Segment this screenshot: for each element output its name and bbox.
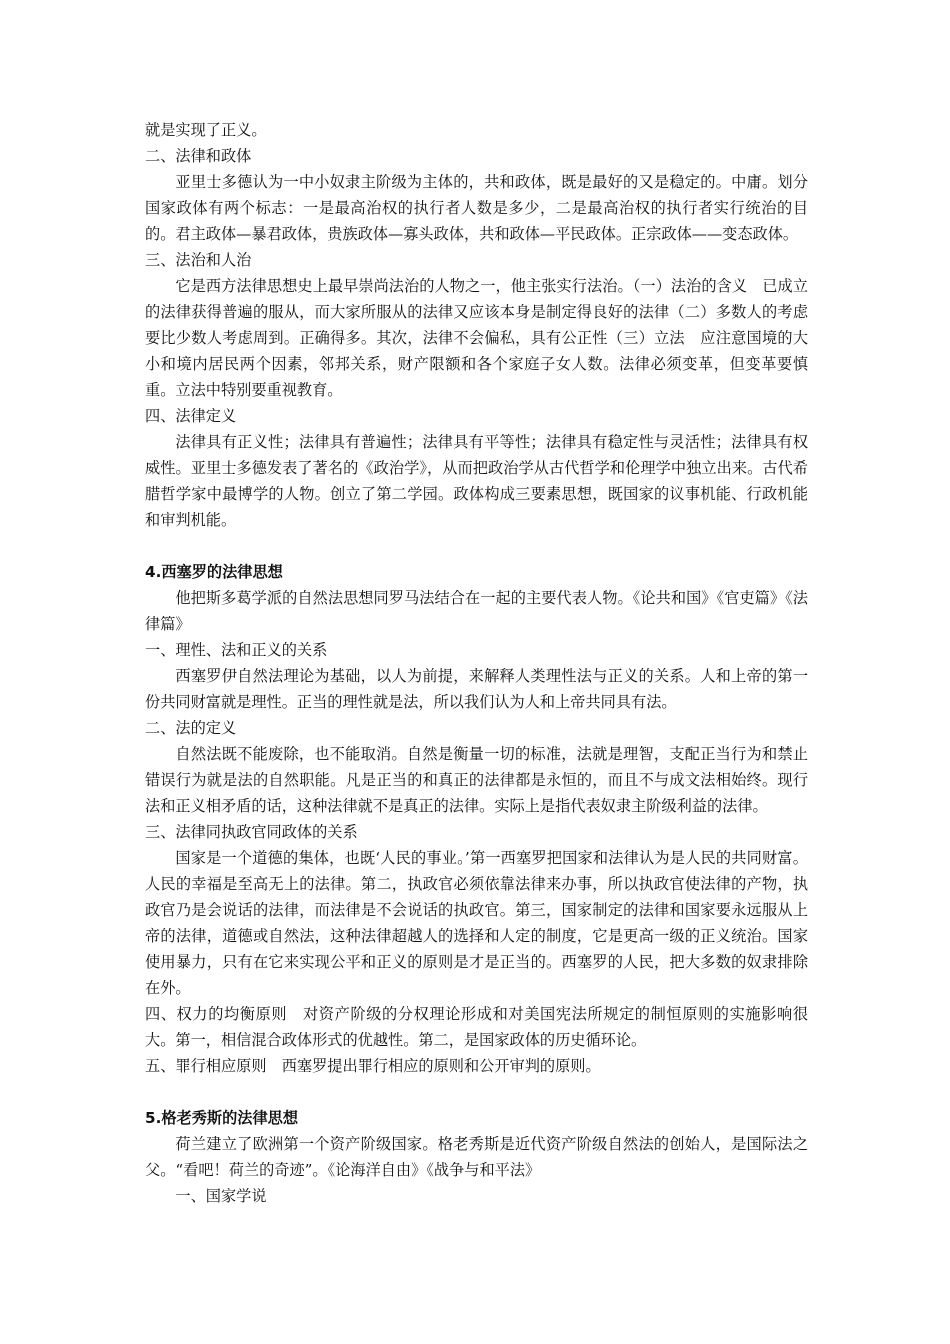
- section-title-grotius: 5.格老秀斯的法律思想: [145, 1109, 299, 1127]
- subheading-state-theory: 一、国家学说: [175, 1187, 267, 1205]
- subheading-reason-law-justice: 一、理性、法和正义的关系: [145, 641, 328, 659]
- paragraph-law-and-polity: 亚里士多德认为一中小奴隶主阶级为主体的，共和政体，既是最好的又是稳定的。中庸。划分国家政体有两个标志：一是最高治权的执行者人数是多少，二是最高治权的执行者实行统治的目的。君主政体—暴君政体，贵族政体—寡头政体，共和政体—平民政体。正宗政体——变态政体。: [145, 173, 808, 243]
- intro-tail: 就是实现了正义。: [145, 121, 267, 139]
- paragraph-proportional-punishment: 五、罪行相应原则 西塞罗提出罪行相应的原则和公开审判的原则。: [145, 1057, 601, 1075]
- subheading-law-magistrate-polity: 三、法律同执政官同政体的关系: [145, 823, 358, 841]
- section-gap: [145, 533, 808, 559]
- paragraph-definition-of-law: 自然法既不能废除，也不能取消。自然是衡量一切的标准，法就是理智，支配正当行为和禁止错误行为就是法的自然职能。凡是正当的和真正的法律都是永恒的，而且不与成文法相始终。现行法和正义相矛盾的话，这种法律就不是真正的法律。实际上是指代表奴隶主阶级利益的法律。: [145, 745, 808, 815]
- paragraph-rule-of-law: 它是西方法律思想史上最早崇尚法治的人物之一，他主张实行法治。（一）法治的含义 已成立的法律获得普遍的服从，而大家所服从的法律又应该本身是制定得良好的法律（二）多数人的考虑要比少数人考虑周到。正确得多。其次，法律不会偏私，具有公正性（三）立法 应注意国境的大小和境内居民两个因素，邻邦关系，财产限额和各个家庭子女人数。法律必须变革，但变革要慎重。立法中特别要重视教育。: [145, 277, 808, 399]
- paragraph-balance-of-power: 四、权力的均衡原则 对资产阶级的分权理论形成和对美国宪法所规定的制恒原则的实施影响很大。第一，相信混合政体形式的优越性。第二，是国家政体的历史循环论。: [145, 1005, 808, 1049]
- section-gap: [145, 1079, 808, 1105]
- subheading-definition-of-law: 二、法的定义: [145, 719, 237, 737]
- paragraph-law-magistrate-polity: 国家是一个道德的集体，也既‘人民的事业。’第一西塞罗把国家和法律认为是人民的共同财富。人民的幸福是至高无上的法律。第二，执政官必须依靠法律来办事，所以执政官使法律的产物，执政官乃是会说话的法律，而法律是不会说话的执政官。第三，国家制定的法律和国家要永远服从上帝的法律，道德或自然法，这种法律超越人的选择和人定的制度，它是更高一级的正义统治。国家使用暴力，只有在它来实现公平和正义的原则是才是正当的。西塞罗的人民，把大多数的奴隶排除在外。: [145, 849, 808, 997]
- paragraph-cicero-intro: 他把斯多葛学派的自然法思想同罗马法结合在一起的主要代表人物。《论共和国》《官吏篇》《法律篇》: [145, 589, 808, 633]
- subheading-rule-of-law: 三、法治和人治: [145, 251, 252, 269]
- paragraph-law-definition: 法律具有正义性；法律具有普遍性；法律具有平等性；法律具有稳定性与灵活性；法律具有权威性。亚里士多德发表了著名的《政治学》，从而把政治学从古代哲学和伦理学中独立出来。古代希腊哲学家中最博学的人物。创立了第二学园。政体构成三要素思想，既国家的议事机能、行政机能和审判机能。: [145, 433, 808, 529]
- section-title-cicero: 4.西塞罗的法律思想: [145, 563, 283, 581]
- subheading-law-and-polity: 二、法律和政体: [145, 147, 252, 165]
- paragraph-reason-law-justice: 西塞罗伊自然法理论为基础，以人为前提，来解释人类理性法与正义的关系。人和上帝的第一份共同财富就是理性。正当的理性就是法，所以我们认为人和上帝共同具有法。: [145, 667, 808, 711]
- document-page: [145, 117, 808, 1209]
- subheading-law-definition: 四、法律定义: [145, 407, 237, 425]
- paragraph-grotius-intro: 荷兰建立了欧洲第一个资产阶级国家。格老秀斯是近代资产阶级自然法的创始人，是国际法之父。“看吧！荷兰的奇迹”。《论海洋自由》《战争与和平法》: [145, 1135, 808, 1179]
